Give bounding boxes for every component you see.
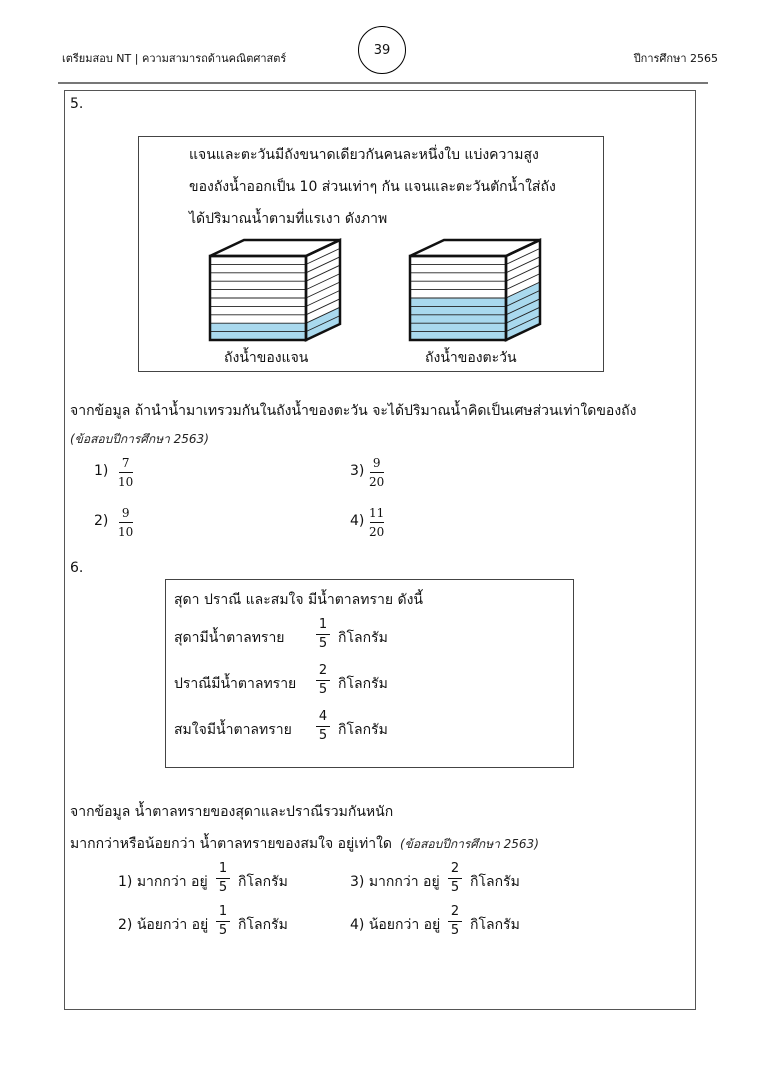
jan-tank	[210, 240, 340, 340]
q6-row-name: สุดามีน้ำตาลทราย	[174, 630, 285, 646]
denominator: 5	[318, 682, 328, 697]
numerator: 9	[121, 506, 130, 520]
numerator: 2	[450, 861, 460, 876]
q6-row-unit: กิโลกรัม	[338, 630, 388, 646]
front-water	[410, 298, 506, 340]
numerator: 2	[318, 663, 328, 678]
q5-choice-label: 1)	[94, 463, 109, 479]
numerator: 2	[450, 904, 460, 919]
q6-choice-text: 4) น้อยกว่า อยู่	[350, 917, 441, 933]
denominator: 20	[369, 525, 385, 539]
q6-choice-4-fraction	[448, 905, 462, 938]
numerator: 4	[318, 709, 328, 724]
q6-choice-text: 1) มากกว่า อยู่	[118, 874, 208, 890]
denominator: 5	[318, 728, 328, 743]
q6-choice-unit: กิโลกรัม	[470, 874, 520, 890]
tawan-tank	[410, 240, 540, 340]
q6-row-unit: กิโลกรัม	[338, 722, 388, 738]
numerator: 1	[218, 904, 228, 919]
q6-choice-3-fraction	[448, 862, 462, 895]
jan-tank-label: ถังน้ำของแจน	[224, 350, 309, 366]
q6-choice-1-fraction	[216, 862, 230, 895]
tawan-tank-label: ถังน้ำของตะวัน	[425, 350, 517, 366]
q5-question: จากข้อมูล ถ้านำน้ำมาเทรวมกันในถังน้ำของตะวัน จะได้ปริมาณน้ำคิดเป็นเศษส่วนเท่าใดของถัง	[70, 403, 637, 419]
q5-passage-line: ได้ปริมาณน้ำตามที่แรเงา ดังภาพ	[189, 211, 388, 227]
q5-choice-3-fraction	[369, 456, 384, 489]
q6-choice-text: 2) น้อยกว่า อยู่	[118, 917, 209, 933]
header-title: เตรียมสอบ NT | ความสามารถด้านคณิตศาสตร์	[62, 52, 287, 65]
q5-choice-label: 2)	[94, 513, 109, 529]
denominator: 5	[450, 880, 460, 895]
q6-row-fraction	[316, 664, 330, 697]
denominator: 10	[118, 475, 134, 489]
q6-row-name: สมใจมีน้ำตาลทราย	[174, 722, 292, 738]
q6-source: (ข้อสอบปีการศึกษา 2563)	[400, 837, 539, 851]
q6-choice-unit: กิโลกรัม	[238, 874, 288, 890]
denominator: 5	[450, 923, 460, 938]
q6-question-line: จากข้อมูล น้ำตาลทรายของสุดาและปราณีรวมกันหนัก	[70, 804, 394, 820]
numerator: 1	[318, 617, 328, 632]
header-rule	[58, 82, 708, 84]
q5-passage-line: ของถังน้ำออกเป็น 10 ส่วนเท่าๆ กัน แจนและตะวันตักน้ำใส่ถัง	[189, 179, 556, 195]
denominator: 5	[218, 923, 228, 938]
q5-choice-1-fraction	[118, 456, 133, 489]
q6-number: 6.	[70, 560, 84, 576]
denominator: 20	[369, 475, 385, 489]
q5-source: (ข้อสอบปีการศึกษา 2563)	[70, 432, 209, 446]
numerator: 1	[218, 861, 228, 876]
q6-choice-unit: กิโลกรัม	[470, 917, 520, 933]
page-number: 39	[358, 26, 406, 74]
q5-passage-line: แจนและตะวันมีถังขนาดเดียวกันคนละหนึ่งใบ แบ่งความสูง	[189, 147, 539, 163]
q6-row-fraction	[316, 710, 330, 743]
q6-choice-unit: กิโลกรัม	[238, 917, 288, 933]
q5-number: 5.	[70, 96, 84, 112]
header-year: ปีการศึกษา 2565	[633, 52, 718, 65]
q6-row-name: ปราณีมีน้ำตาลทราย	[174, 676, 297, 692]
q5-choice-4-fraction	[369, 506, 384, 539]
q6-intro: สุดา ปราณี และสมใจ มีน้ำตาลทราย ดังนี้	[174, 592, 423, 608]
q6-row-unit: กิโลกรัม	[338, 676, 388, 692]
denominator: 10	[118, 525, 134, 539]
q5-choice-label: 3)	[350, 463, 365, 479]
q6-row-fraction	[316, 618, 330, 651]
denominator: 5	[218, 880, 228, 895]
q5-choice-2-fraction	[118, 506, 133, 539]
q6-question-line: มากกว่าหรือน้อยกว่า น้ำตาลทรายของสมใจ อยู่เท่าใด	[70, 836, 393, 852]
q6-choice-2-fraction	[216, 905, 230, 938]
q5-choice-label: 4)	[350, 513, 365, 529]
water-tanks-illustration	[200, 236, 560, 344]
numerator: 7	[121, 456, 130, 470]
q6-choice-text: 3) มากกว่า อยู่	[350, 874, 440, 890]
numerator: 9	[372, 456, 381, 470]
denominator: 5	[318, 636, 328, 651]
numerator: 11	[369, 506, 385, 520]
